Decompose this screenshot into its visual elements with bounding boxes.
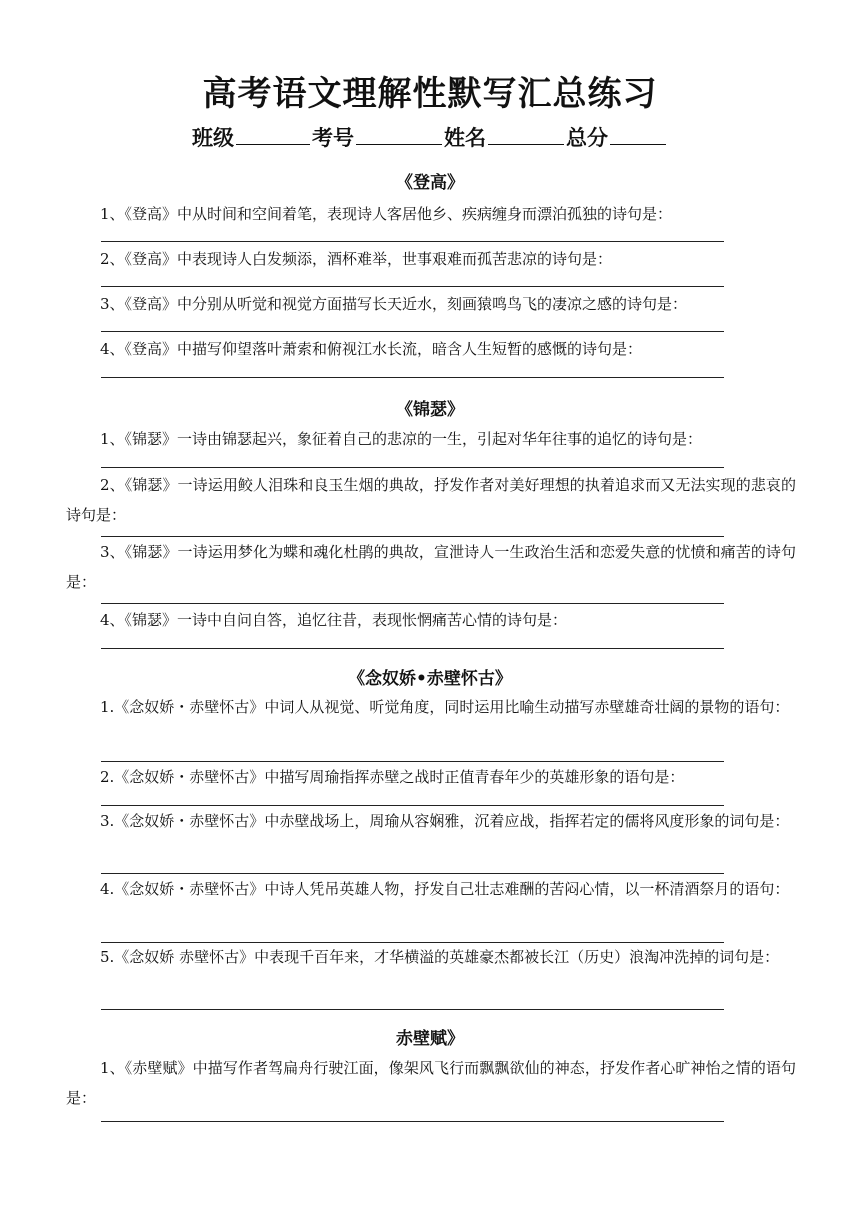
question-item: 2、《登高》中表现诗人白发频添，酒杯难举，世事艰难而孤苦悲凉的诗句是： — [100, 250, 613, 268]
question-item: 1、《赤壁赋》中描写作者驾扁舟行驶江面，像架风飞行而飘飘欲仙的神态，抒发作者心旷神怡之情的语句是： — [66, 1059, 796, 1107]
answer-line[interactable] — [101, 377, 724, 378]
name-blank[interactable] — [488, 125, 564, 145]
question-item: 3、《锦瑟》一诗运用梦化为蝶和魂化杜鹃的典故，宣泄诗人一生政治生活和恋爱失意的忧愤和痛苦的诗句是： — [66, 543, 796, 591]
class-blank[interactable] — [236, 125, 310, 145]
answer-line[interactable] — [101, 1121, 724, 1122]
answer-line[interactable] — [101, 648, 724, 649]
exam-number-blank[interactable] — [356, 125, 442, 145]
page-title: 高考语文理解性默写汇总练习 — [202, 74, 658, 114]
question-item: 1、《登高》中从时间和空间着笔，表现诗人客居他乡、疾病缠身而漂泊孤独的诗句是： — [100, 205, 673, 223]
section-title-jinse: 《锦瑟》 — [396, 400, 464, 420]
total-score-label: 总分 — [566, 126, 608, 150]
answer-line[interactable] — [101, 1009, 724, 1010]
section-title-chibifu: 赤壁赋》 — [396, 1029, 464, 1049]
question-item: 1.《念奴娇・赤壁怀古》中词人从视觉、听觉角度，同时运用比喻生动描写赤壁雄奇壮阔的景物的语句： — [100, 698, 790, 716]
total-score-blank[interactable] — [610, 125, 666, 145]
section-title-denggao: 《登高》 — [396, 173, 464, 193]
class-label: 班级 — [192, 126, 234, 150]
question-item: 3.《念奴娇・赤壁怀古》中赤壁战场上，周瑜从容娴雅，沉着应战，指挥若定的儒将风度形象的词句是： — [100, 812, 790, 830]
question-item: 4.《念奴娇・赤壁怀古》中诗人凭吊英雄人物，抒发自己壮志难酬的苦闷心情，以一杯清酒祭月的语句： — [100, 880, 790, 898]
question-item: 5.《念奴娇 赤壁怀古》中表现千百年来，才华横溢的英雄豪杰都被长江（历史）浪淘冲洗掉的词句是： — [100, 948, 780, 966]
answer-line[interactable] — [101, 241, 724, 242]
student-info-row — [0, 122, 860, 152]
question-item: 4、《锦瑟》一诗中自问自答，追忆往昔，表现怅惘痛苦心情的诗句是： — [100, 611, 568, 629]
exam-number-label: 考号 — [312, 126, 354, 150]
question-item: 1、《锦瑟》一诗由锦瑟起兴，象征着自己的悲凉的一生，引起对华年往事的追忆的诗句是： — [100, 430, 703, 448]
question-item: 2.《念奴娇・赤壁怀古》中描写周瑜指挥赤壁之战时正值青春年少的英雄形象的语句是： — [100, 768, 685, 786]
name-label: 姓名 — [444, 126, 486, 150]
question-item: 2、《锦瑟》一诗运用鲛人泪珠和良玉生烟的典故，抒发作者对美好理想的执着追求而又无法实现的悲哀的诗句是： — [66, 476, 796, 524]
question-item: 3、《登高》中分别从听觉和视觉方面描写长天近水，刻画猿鸣鸟飞的凄凉之感的诗句是： — [100, 295, 688, 313]
question-item: 4、《登高》中描写仰望落叶萧索和俯视江水长流，暗含人生短暂的感慨的诗句是： — [100, 340, 643, 358]
section-title-niannujiao: 《念奴娇•赤壁怀古》 — [348, 669, 512, 689]
answer-line[interactable] — [101, 331, 724, 332]
answer-line[interactable] — [101, 286, 724, 287]
answer-line[interactable] — [101, 603, 724, 604]
answer-line[interactable] — [101, 467, 724, 468]
